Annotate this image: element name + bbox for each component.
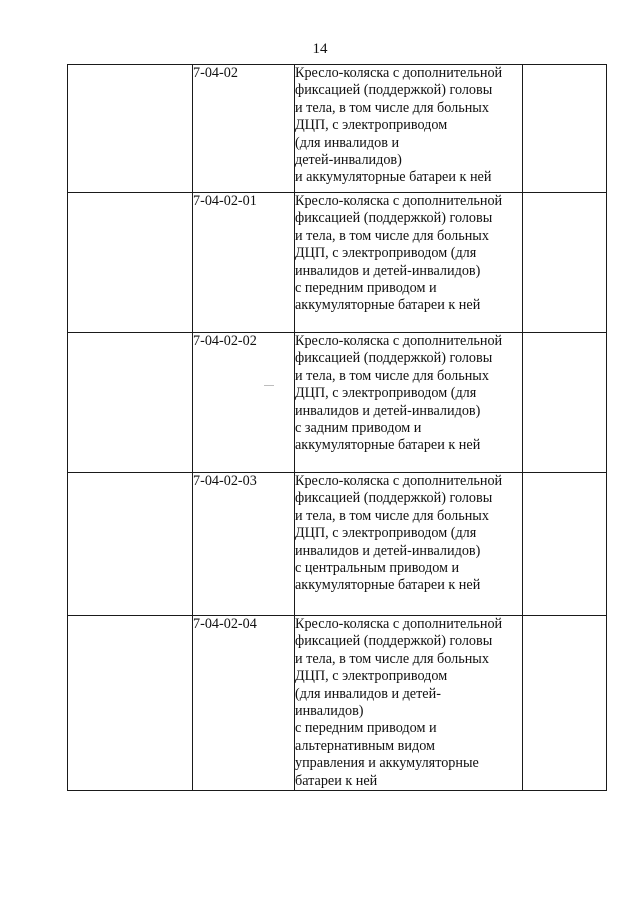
description-line: ДЦП, с электроприводом (для — [295, 385, 477, 402]
description-line: Кресло-коляска с дополнительной — [295, 193, 503, 209]
empty-cell-right — [523, 473, 607, 616]
table-row — [68, 473, 607, 616]
item-code-cell: 7-04-02-02 — [193, 333, 295, 473]
description-line: и тела, в том числе для больных — [295, 650, 489, 667]
description-line: фиксацией (поддержкой) головы — [295, 350, 493, 367]
description-line: инвалидов и детей-инвалидов) — [295, 262, 481, 279]
description-line: ДЦП, с электроприводом (для — [295, 525, 477, 542]
description-line: (для инвалидов и детей- — [295, 685, 441, 702]
description-line: инвалидов и детей-инвалидов) — [295, 402, 481, 419]
page-number: 14 — [312, 41, 328, 57]
table-row — [68, 616, 607, 791]
description-line: детей-инвалидов) — [295, 152, 402, 169]
description-line: инвалидов) — [295, 703, 364, 720]
description-line: с задним приводом и — [295, 420, 422, 437]
description-line: Кресло-коляска с дополнительной — [295, 616, 503, 632]
description-line: фиксацией (поддержкой) головы — [295, 633, 493, 650]
description-line: и тела, в том числе для больных — [295, 227, 489, 244]
table-row — [68, 65, 607, 193]
description-line: ДЦП, с электроприводом — [295, 668, 448, 685]
item-code-cell: 7-04-02-03 — [193, 473, 295, 616]
empty-cell-left — [68, 65, 193, 193]
description-line: с передним приводом и — [295, 280, 437, 297]
description-line: ДЦП, с электроприводом (для — [295, 245, 477, 262]
empty-cell-left — [68, 193, 193, 333]
description-line: фиксацией (поддержкой) головы — [295, 82, 493, 99]
table-row — [68, 333, 607, 473]
description-line: фиксацией (поддержкой) головы — [295, 490, 493, 507]
description-line: аккумуляторные батареи к ней — [295, 297, 481, 314]
description-line: управления и аккумуляторные — [295, 755, 479, 772]
description-line: батареи к ней — [295, 772, 378, 789]
description-line: и тела, в том числе для больных — [295, 507, 489, 524]
scan-speck — [264, 385, 274, 386]
item-description-cell — [295, 65, 523, 193]
description-line: с центральным приводом и — [295, 560, 460, 577]
empty-cell-right — [523, 65, 607, 193]
description-line: ДЦП, с электроприводом — [295, 117, 448, 134]
description-line: (для инвалидов и — [295, 134, 400, 151]
description-line: инвалидов и детей-инвалидов) — [295, 542, 481, 559]
description-line: аккумуляторные батареи к ней — [295, 437, 481, 454]
table-row — [68, 193, 607, 333]
wheelchair-classification-table — [67, 64, 607, 791]
item-code-cell: 7-04-02-01 — [193, 193, 295, 333]
description-line: и тела, в том числе для больных — [295, 367, 489, 384]
item-description-cell — [295, 473, 523, 616]
item-description-cell — [295, 333, 523, 473]
description-line: с передним приводом и — [295, 720, 437, 737]
empty-cell-left — [68, 473, 193, 616]
item-description-cell — [295, 616, 523, 791]
description-line: Кресло-коляска с дополнительной — [295, 65, 503, 81]
description-line: аккумуляторные батареи к ней — [295, 577, 481, 594]
item-description-cell — [295, 193, 523, 333]
item-code-cell: 7-04-02-04 — [193, 616, 295, 791]
description-line: и тела, в том числе для больных — [295, 99, 489, 116]
item-code-cell: 7-04-02 — [193, 65, 295, 193]
empty-cell-right — [523, 616, 607, 791]
description-line: фиксацией (поддержкой) головы — [295, 210, 493, 227]
empty-cell-left — [68, 333, 193, 473]
description-line: альтернативным видом — [295, 737, 435, 754]
empty-cell-right — [523, 333, 607, 473]
empty-cell-right — [523, 193, 607, 333]
description-line: и аккумуляторные батареи к ней — [295, 169, 492, 186]
description-line: Кресло-коляска с дополнительной — [295, 333, 503, 349]
empty-cell-left — [68, 616, 193, 791]
description-line: Кресло-коляска с дополнительной — [295, 473, 503, 489]
